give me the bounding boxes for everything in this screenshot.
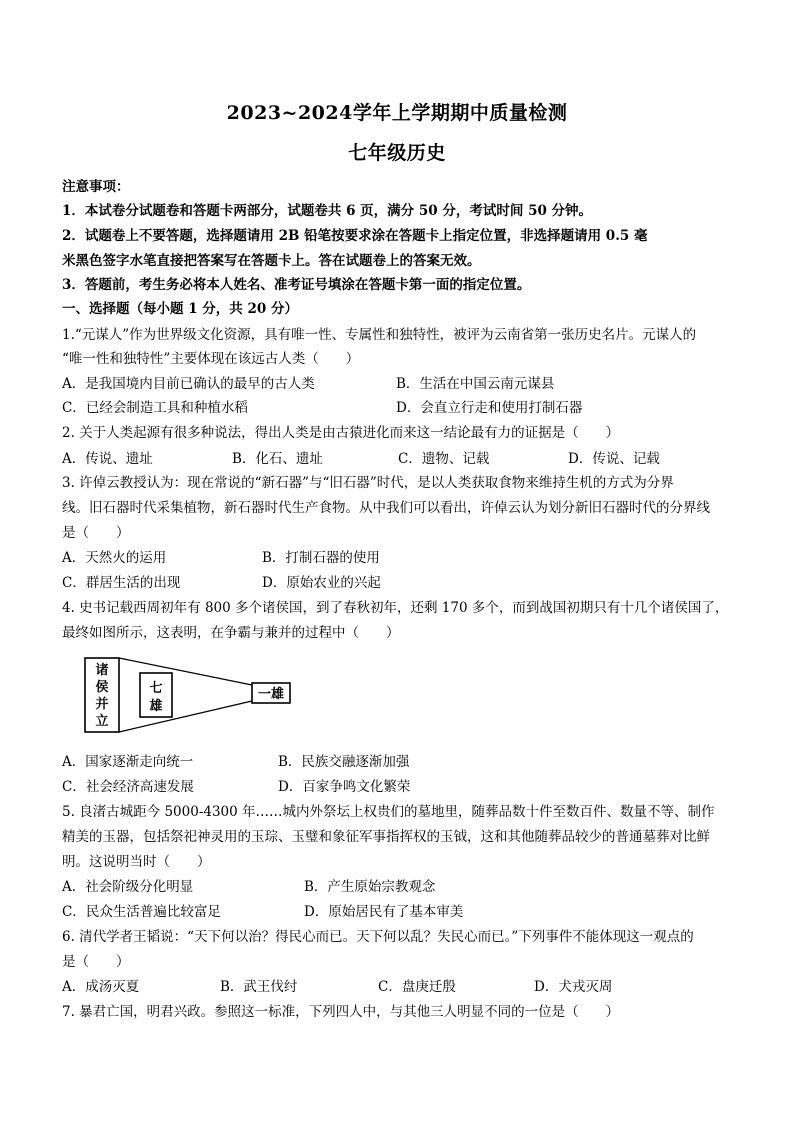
q2-option-d: D．传说、记载 (568, 451, 660, 467)
question-1-line: 1.“元谋人”作为世界级文化资源，具有唯一性、专属性和独特性，被评为云南省第一张历史名片。元谋人的 (62, 327, 697, 343)
question-4-line: 最终如图所示，这表明，在争霸与兼并的过程中（ ） (62, 625, 400, 641)
q3-option-b: B．打制石器的使用 (262, 550, 380, 566)
q5-option-b: B．产生原始宗教观念 (304, 879, 436, 895)
question-1-line: “唯一性和独特性”主要体现在该远古人类（ ） (62, 351, 360, 367)
note-line: 1．本试卷分试题卷和答题卡两部分，试题卷共 6 页，满分 50 分，考试时间 50 分钟。 (62, 203, 593, 219)
note-line: 2．试题卷上不要答题，选择题请用 2B 铅笔按要求涂在答题卡上指定位置，非选择题请用 0.5 毫 (62, 228, 648, 244)
question-4-line: 4. 史书记载西周初年有 800 多个诸侯国，到了春秋初年，还剩 170 多个，而到战国初期只有十几个诸侯国了， (62, 600, 729, 616)
diagram-char: 七 (149, 681, 163, 696)
exam-title: 2023~2024学年上学期期中质量检测 (226, 102, 568, 124)
diagram-end-label: 一雄 (257, 687, 285, 702)
q2-option-a: A．传说、遗址 (62, 451, 153, 467)
q4-option-d: D．百家争鸣文化繁荣 (278, 779, 411, 795)
q6-option-b: B．武王伐纣 (220, 979, 298, 995)
diagram-char: 立 (95, 714, 109, 729)
note-line: 3．答题前，考生务必将本人姓名、准考证号填涂在答题卡第一面的指定位置。 (62, 277, 531, 293)
question-5-line: 明。这说明当时（ ） (62, 854, 211, 870)
diagram-char: 并 (95, 697, 109, 712)
diagram-char: 侯 (95, 680, 109, 695)
q1-option-a: A．是我国境内目前已确认的最早的古人类 (62, 376, 315, 392)
exam-subtitle: 七年级历史 (348, 142, 446, 164)
funnel-diagram (84, 655, 324, 737)
q5-option-a: A．社会阶级分化明显 (62, 879, 194, 895)
q6-option-c: C．盘庚迁殷 (378, 979, 456, 995)
q1-option-b: B．生活在中国云南元谋县 (396, 376, 555, 392)
diagram-char: 诸 (95, 663, 109, 678)
q3-option-c: C．群居生活的出现 (62, 575, 181, 591)
q2-option-b: B．化石、遗址 (232, 451, 323, 467)
q4-option-a: A．国家逐渐走向统一 (62, 754, 194, 770)
q1-option-d: D．会直立行走和使用打制石器 (396, 400, 583, 416)
q5-option-d: D．原始居民有了基本审美 (304, 904, 464, 920)
note-line: 米黑色签字水笔直接把答案写在答题卡上。答在试题卷上的答案无效。 (62, 253, 481, 269)
q3-option-a: A．天然火的运用 (62, 550, 167, 566)
question-7-line: 7. 暴君亡国，明君兴政。参照这一标准，下列四人中，与其他三人明显不同的一位是（ ） (62, 1004, 620, 1020)
question-2-line: 2. 关于人类起源有很多种说法，得出人类是由古猿进化而来这一结论最有力的证据是（ ） (62, 425, 620, 441)
q2-option-c: C．遗物、记载 (398, 451, 490, 467)
question-3-line: 线。旧石器时代采集植物，新石器时代生产食物。从中我们可以看出，许倬云认为划分新旧石器时代的分界线 (62, 500, 710, 516)
question-5-line: 精美的玉器，包括祭祀神灵用的玉琮、玉璧和象征军事指挥权的玉钺，这和其他随葬品较少的普通墓葬对比鲜 (62, 829, 710, 845)
q1-option-c: C．已经会制造工具和种植水稻 (62, 400, 248, 416)
q3-option-d: D．原始农业的兴起 (262, 575, 381, 591)
q4-option-c: C．社会经济高速发展 (62, 779, 194, 795)
notes-heading: 注意事项： (62, 179, 130, 195)
question-5-line: 5. 良渚古城距今 5000-4300 年……城内外祭坛上权贵们的墓地里，随葬品数十件至数百件、数量不等、制作 (62, 804, 715, 820)
question-3-line: 3. 许倬云教授认为：现在常说的“新石器”与“旧石器”时代，是以人类获取食物来维持生机的方式为分界 (62, 475, 674, 491)
q6-option-a: A．成汤灭夏 (62, 979, 140, 995)
section-heading: 一、选择题（每小题 1 分，共 20 分） (62, 301, 298, 317)
q5-option-c: C．民众生活普遍比较富足 (62, 904, 221, 920)
q4-option-b: B．民族交融逐渐加强 (278, 754, 410, 770)
diagram-char: 雄 (149, 699, 163, 714)
question-6-line: 是（ ） (62, 954, 130, 970)
question-3-line: 是（ ） (62, 525, 130, 541)
q6-option-d: D．犬戎灭周 (534, 979, 613, 995)
question-6-line: 6. 清代学者王韬说：“天下何以治？得民心而已。天下何以乱？失民心而已。”下列事件不能体现这一观点的 (62, 929, 694, 945)
